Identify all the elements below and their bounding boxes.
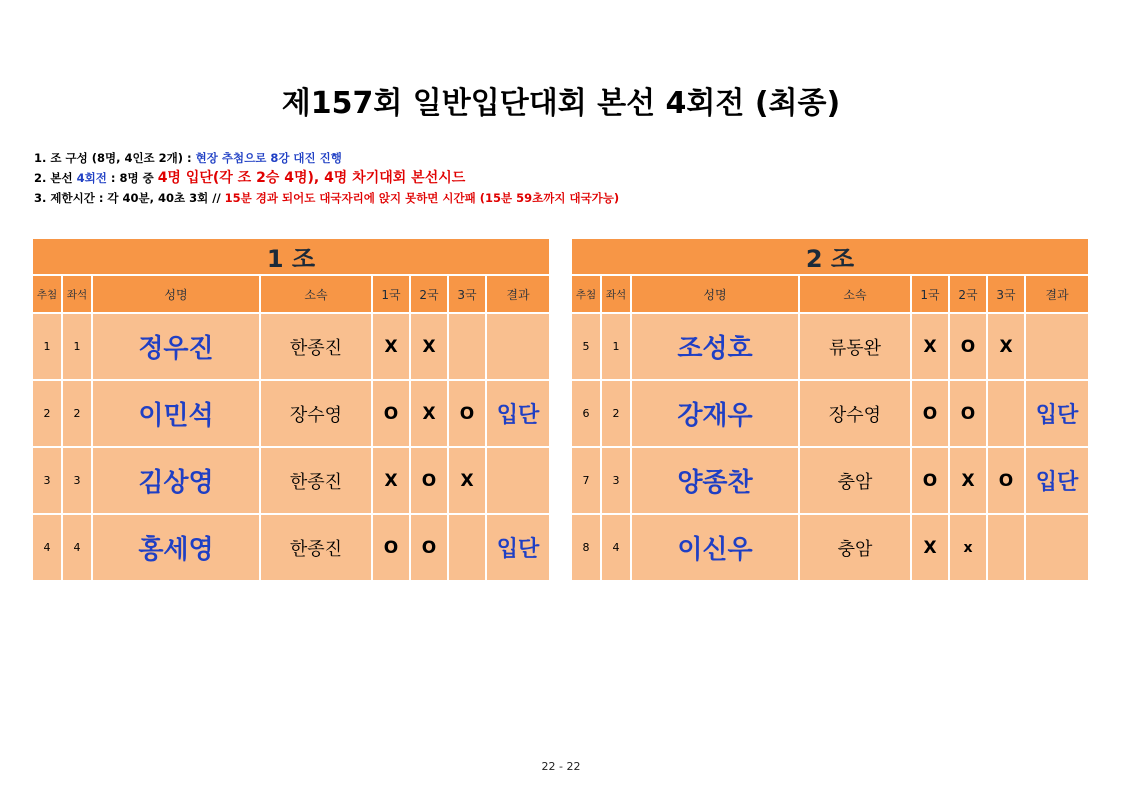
note-line-2 (34, 168, 619, 188)
table-row (32, 313, 550, 380)
results-table (31, 237, 551, 582)
seat-number-cell: 4 (62, 514, 92, 581)
column-header: 좌석 (62, 275, 92, 313)
game-3-result-cell: X (987, 313, 1025, 380)
column-header: 소속 (260, 275, 372, 313)
game-2-result-cell: O (410, 447, 448, 514)
note-text: : 8명 중 (106, 171, 158, 185)
note-text: 4회전 (76, 171, 107, 185)
game-1-result-cell: O (372, 380, 410, 447)
game-2-result-cell: O (410, 514, 448, 581)
column-header: 소속 (799, 275, 911, 313)
note-text: 2. 본선 (34, 171, 77, 185)
club-cell: 충암 (799, 447, 911, 514)
table-row (571, 313, 1089, 380)
column-header: 2국 (410, 275, 448, 313)
game-1-result-cell: X (372, 447, 410, 514)
column-header: 결과 (486, 275, 550, 313)
game-3-result-cell (448, 313, 486, 380)
game-2-result-cell: X (410, 313, 448, 380)
column-header: 추첨 (571, 275, 601, 313)
seat-number-cell: 2 (601, 380, 631, 447)
player-name-cell: 김상영 (92, 447, 260, 514)
column-header: 성명 (92, 275, 260, 313)
draw-number-cell: 7 (571, 447, 601, 514)
final-result-cell: 입단 (486, 514, 550, 581)
club-cell: 장수영 (799, 380, 911, 447)
column-header: 3국 (987, 275, 1025, 313)
note-text: 3. 제한시간 : 각 40분, 40초 3회 // (34, 191, 225, 205)
game-1-result-cell: O (911, 380, 949, 447)
draw-number-cell: 2 (32, 380, 62, 447)
player-name-cell: 양종찬 (631, 447, 799, 514)
game-3-result-cell (987, 380, 1025, 447)
club-cell: 한종진 (260, 514, 372, 581)
game-3-result-cell: X (448, 447, 486, 514)
club-cell: 류동완 (799, 313, 911, 380)
group-2-table (570, 237, 1088, 582)
results-table (570, 237, 1090, 582)
club-cell: 충암 (799, 514, 911, 581)
game-3-result-cell (448, 514, 486, 581)
draw-number-cell: 8 (571, 514, 601, 581)
note-line-1 (34, 148, 619, 168)
game-1-result-cell: X (372, 313, 410, 380)
game-2-result-cell: X (949, 447, 987, 514)
seat-number-cell: 1 (62, 313, 92, 380)
player-name-cell: 조성호 (631, 313, 799, 380)
draw-number-cell: 1 (32, 313, 62, 380)
group-1-table (31, 237, 549, 582)
column-header: 3국 (448, 275, 486, 313)
note-text: 4명 입단(각 조 2승 4명), 4명 차기대회 본선시드 (157, 170, 466, 186)
final-result-cell (486, 447, 550, 514)
page-number: 22 - 22 (541, 760, 581, 773)
final-result-cell (1025, 313, 1089, 380)
seat-number-cell: 2 (62, 380, 92, 447)
column-header: 좌석 (601, 275, 631, 313)
column-header: 결과 (1025, 275, 1089, 313)
page-title: 제157회 일반입단대회 본선 4회전 (최종) (281, 86, 841, 121)
game-3-result-cell: O (448, 380, 486, 447)
note-line-3 (34, 188, 619, 208)
game-3-result-cell (987, 514, 1025, 581)
game-2-result-cell: O (949, 313, 987, 380)
game-1-result-cell: O (911, 447, 949, 514)
game-2-result-cell: O (949, 380, 987, 447)
column-header: 1국 (372, 275, 410, 313)
seat-number-cell: 1 (601, 313, 631, 380)
game-2-result-cell: X (410, 380, 448, 447)
final-result-cell (1025, 514, 1089, 581)
player-name-cell: 홍세영 (92, 514, 260, 581)
column-header: 성명 (631, 275, 799, 313)
draw-number-cell: 5 (571, 313, 601, 380)
player-name-cell: 강재우 (631, 380, 799, 447)
game-1-result-cell: X (911, 514, 949, 581)
club-cell: 한종진 (260, 313, 372, 380)
column-header: 2국 (949, 275, 987, 313)
draw-number-cell: 3 (32, 447, 62, 514)
player-name-cell: 이신우 (631, 514, 799, 581)
club-cell: 한종진 (260, 447, 372, 514)
column-header: 추첨 (32, 275, 62, 313)
seat-number-cell: 3 (62, 447, 92, 514)
final-result-cell: 입단 (1025, 447, 1089, 514)
table-row (571, 380, 1089, 447)
player-name-cell: 이민석 (92, 380, 260, 447)
club-cell: 장수영 (260, 380, 372, 447)
final-result-cell (486, 313, 550, 380)
player-name-cell: 정우진 (92, 313, 260, 380)
group-title: 2 조 (571, 238, 1089, 275)
game-2-result-cell: x (949, 514, 987, 581)
draw-number-cell: 6 (571, 380, 601, 447)
rules-notes (34, 148, 619, 208)
game-1-result-cell: X (911, 313, 949, 380)
seat-number-cell: 4 (601, 514, 631, 581)
note-text: 15분 경과 되어도 대국자리에 앉지 못하면 시간패 (15분 59초까지 대국가능) (224, 191, 620, 205)
note-text: 1. 조 구성 (8명, 4인조 2개) : (34, 151, 196, 165)
group-title: 1 조 (32, 238, 550, 275)
draw-number-cell: 4 (32, 514, 62, 581)
seat-number-cell: 3 (601, 447, 631, 514)
final-result-cell: 입단 (486, 380, 550, 447)
table-row (32, 380, 550, 447)
table-row (571, 447, 1089, 514)
note-text: 현장 추첨으로 8강 대진 진행 (195, 151, 342, 165)
column-header: 1국 (911, 275, 949, 313)
table-row (571, 514, 1089, 581)
game-3-result-cell: O (987, 447, 1025, 514)
table-row (32, 447, 550, 514)
table-row (32, 514, 550, 581)
game-1-result-cell: O (372, 514, 410, 581)
final-result-cell: 입단 (1025, 380, 1089, 447)
